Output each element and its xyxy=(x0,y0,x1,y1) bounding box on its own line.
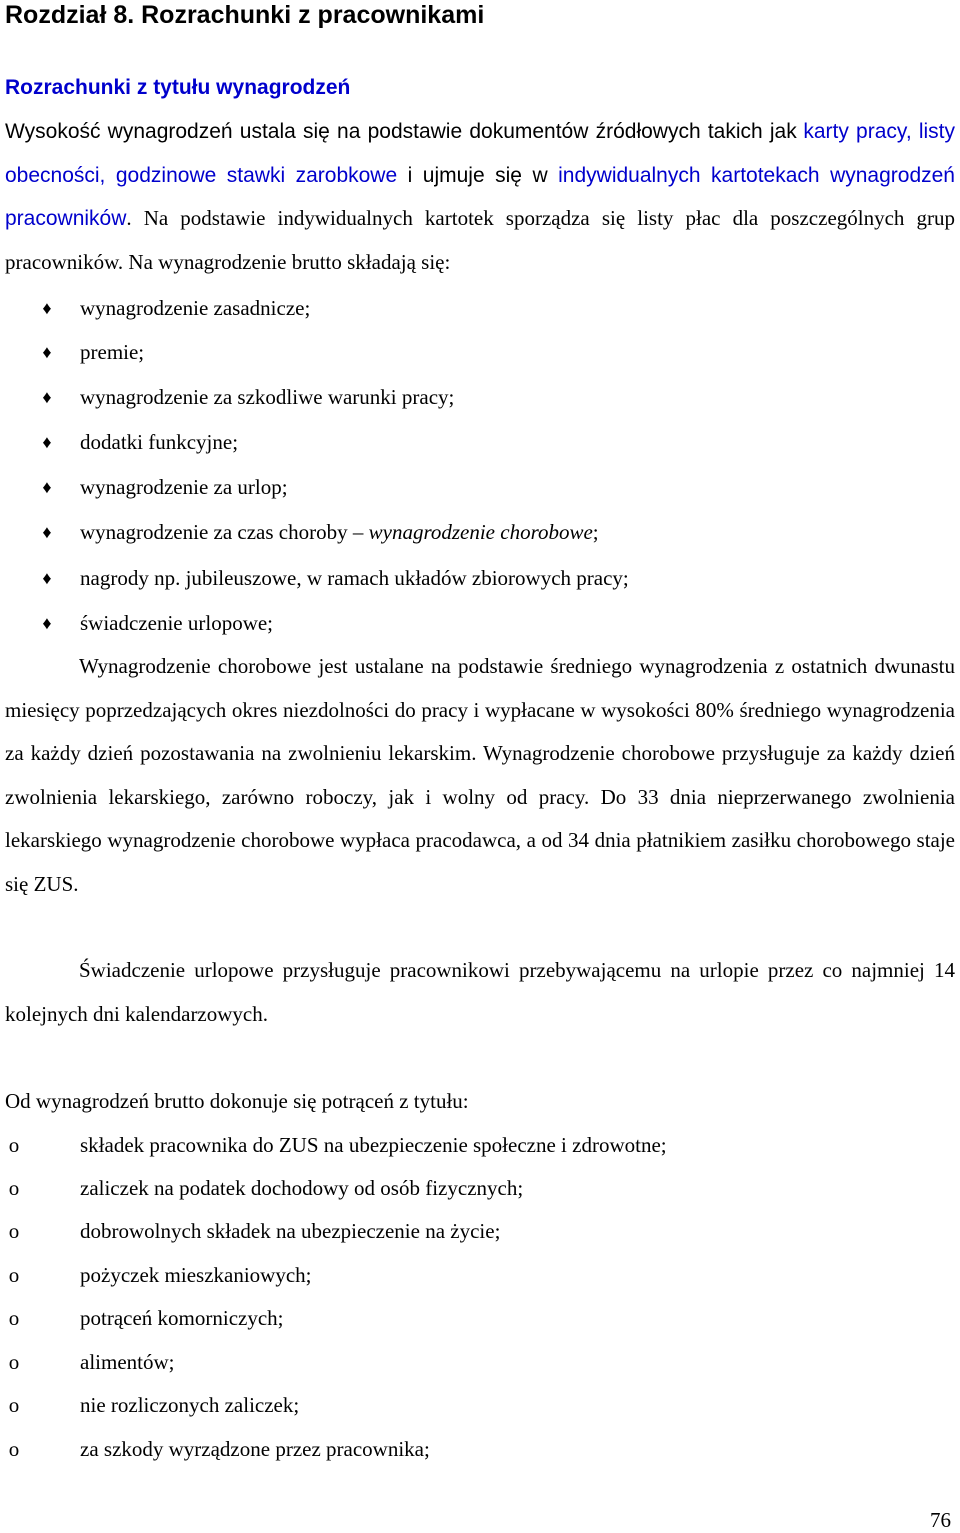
bullet-circle-icon: o xyxy=(8,1176,20,1200)
section-title: Rozrachunki z tytułu wynagrodzeń xyxy=(5,76,351,99)
list-item xyxy=(0,427,960,457)
bullet-diamond-icon: ♦ xyxy=(42,477,52,497)
list-item-text-end: ; xyxy=(592,520,599,544)
intro-text-c: . Na podstawie indywidualnych kartotek sporządza się listy płac dla poszczególnych grup pracowników. Na wynagrodzenie brutto składają się: xyxy=(5,206,955,274)
bullet-diamond-icon: ♦ xyxy=(42,568,52,588)
list-item-text: składek pracownika do ZUS na ubezpieczenie społeczne i zdrowotne; xyxy=(80,1133,667,1157)
list-item-text: wynagrodzenie za szkodliwe warunki pracy; xyxy=(80,385,455,409)
list-item-text: alimentów; xyxy=(80,1350,175,1374)
list-item-italic-term: wynagrodzenie chorobowe xyxy=(368,520,593,544)
bullet-circle-icon: o xyxy=(8,1437,20,1461)
list-item-text: dodatki funkcyjne; xyxy=(80,430,239,454)
list-item-text-main: wynagrodzenie za czas choroby – xyxy=(80,520,369,544)
list-item xyxy=(0,1130,960,1160)
list-item xyxy=(0,1216,960,1246)
page-number: 76 xyxy=(930,1508,951,1532)
list-item xyxy=(0,1303,960,1333)
bullet-diamond-icon: ♦ xyxy=(42,342,52,362)
list-item-text: nagrody np. jubileuszowe, w ramach układów zbiorowych pracy; xyxy=(80,566,629,590)
bullet-diamond-icon: ♦ xyxy=(42,522,52,542)
bullet-circle-icon: o xyxy=(8,1393,20,1417)
bullet-circle-icon: o xyxy=(8,1263,20,1287)
bullet-circle-icon: o xyxy=(8,1133,20,1157)
bullet-diamond-icon: ♦ xyxy=(42,613,52,633)
sick-pay-paragraph: Wynagrodzenie chorobowe jest ustalane na podstawie średniego wynagrodzenia z ostatnich dwunastu miesięcy poprzedzających okres niezdolności do pracy i wypłacane w wysokości 80% średniego wynagrodzenia za każdy dzień pozostawania na zwolnieniu lekarskim. Wynagrodzenie chorobowe przysługuje za każdy dzień zwolnienia lekarskiego, zarówno roboczy, jak i wolny od pracy. Do 33 dnia nieprzerwanego zwolnienia lekarskiego wynagrodzenie chorobowe wypłaca pracodawca, a od 34 dnia płatnikiem zasiłku chorobowego staje się ZUS. xyxy=(5,654,955,896)
list-item-text xyxy=(80,517,599,547)
list-item xyxy=(0,1260,960,1290)
bullet-diamond-icon: ♦ xyxy=(42,298,52,318)
list-item-text: nie rozliczonych zaliczek; xyxy=(80,1393,300,1417)
list-item-text: potrąceń komorniczych; xyxy=(80,1306,284,1330)
list-item xyxy=(0,382,960,412)
bullet-circle-icon: o xyxy=(8,1350,20,1374)
list-item-text: zaliczek na podatek dochodowy od osób fizycznych; xyxy=(80,1176,524,1200)
bullet-circle-icon: o xyxy=(8,1219,20,1243)
list-item-text: dobrowolnych składek na ubezpieczenie na życie; xyxy=(80,1219,501,1243)
deductions-intro: Od wynagrodzeń brutto dokonuje się potrąceń z tytułu: xyxy=(5,1089,469,1113)
intro-highlight-sources: karty pracy, listy obecności, godzinowe stawki zarobkowe xyxy=(5,120,956,187)
list-item xyxy=(0,517,960,547)
intro-highlight-records: indywidualnych kartotekach wynagrodzeń pracowników xyxy=(5,163,955,230)
intro-text-a: Wysokość wynagrodzeń ustala się na podstawie dokumentów źródłowych takich jak xyxy=(5,120,797,143)
list-item xyxy=(0,1173,960,1203)
list-item xyxy=(0,608,960,638)
chapter-title: Rozdział 8. Rozrachunki z pracownikami xyxy=(5,1,485,29)
list-item-text: wynagrodzenie za urlop; xyxy=(80,475,288,499)
list-item xyxy=(0,1434,960,1464)
list-item xyxy=(0,563,960,593)
bullet-diamond-icon: ♦ xyxy=(42,432,52,452)
intro-paragraph xyxy=(5,110,955,284)
list-item xyxy=(0,472,960,502)
bullet-circle-icon: o xyxy=(8,1306,20,1330)
list-item xyxy=(0,1390,960,1420)
bullet-diamond-icon: ♦ xyxy=(42,387,52,407)
list-item xyxy=(0,1347,960,1377)
list-item-text: za szkody wyrządzone przez pracownika; xyxy=(80,1437,430,1461)
list-item-text: premie; xyxy=(80,340,145,364)
list-item-text: świadczenie urlopowe; xyxy=(80,611,274,635)
intro-text-b: i ujmuje się w xyxy=(397,163,559,187)
holiday-pay-paragraph: Świadczenie urlopowe przysługuje pracownikowi przebywającemu na urlopie przez co najmniej 14 kolejnych dni kalendarzowych. xyxy=(5,958,955,1026)
list-item-text: pożyczek mieszkaniowych; xyxy=(80,1263,312,1287)
list-item xyxy=(0,337,960,367)
list-item-text: wynagrodzenie zasadnicze; xyxy=(80,296,311,320)
list-item xyxy=(0,293,960,323)
